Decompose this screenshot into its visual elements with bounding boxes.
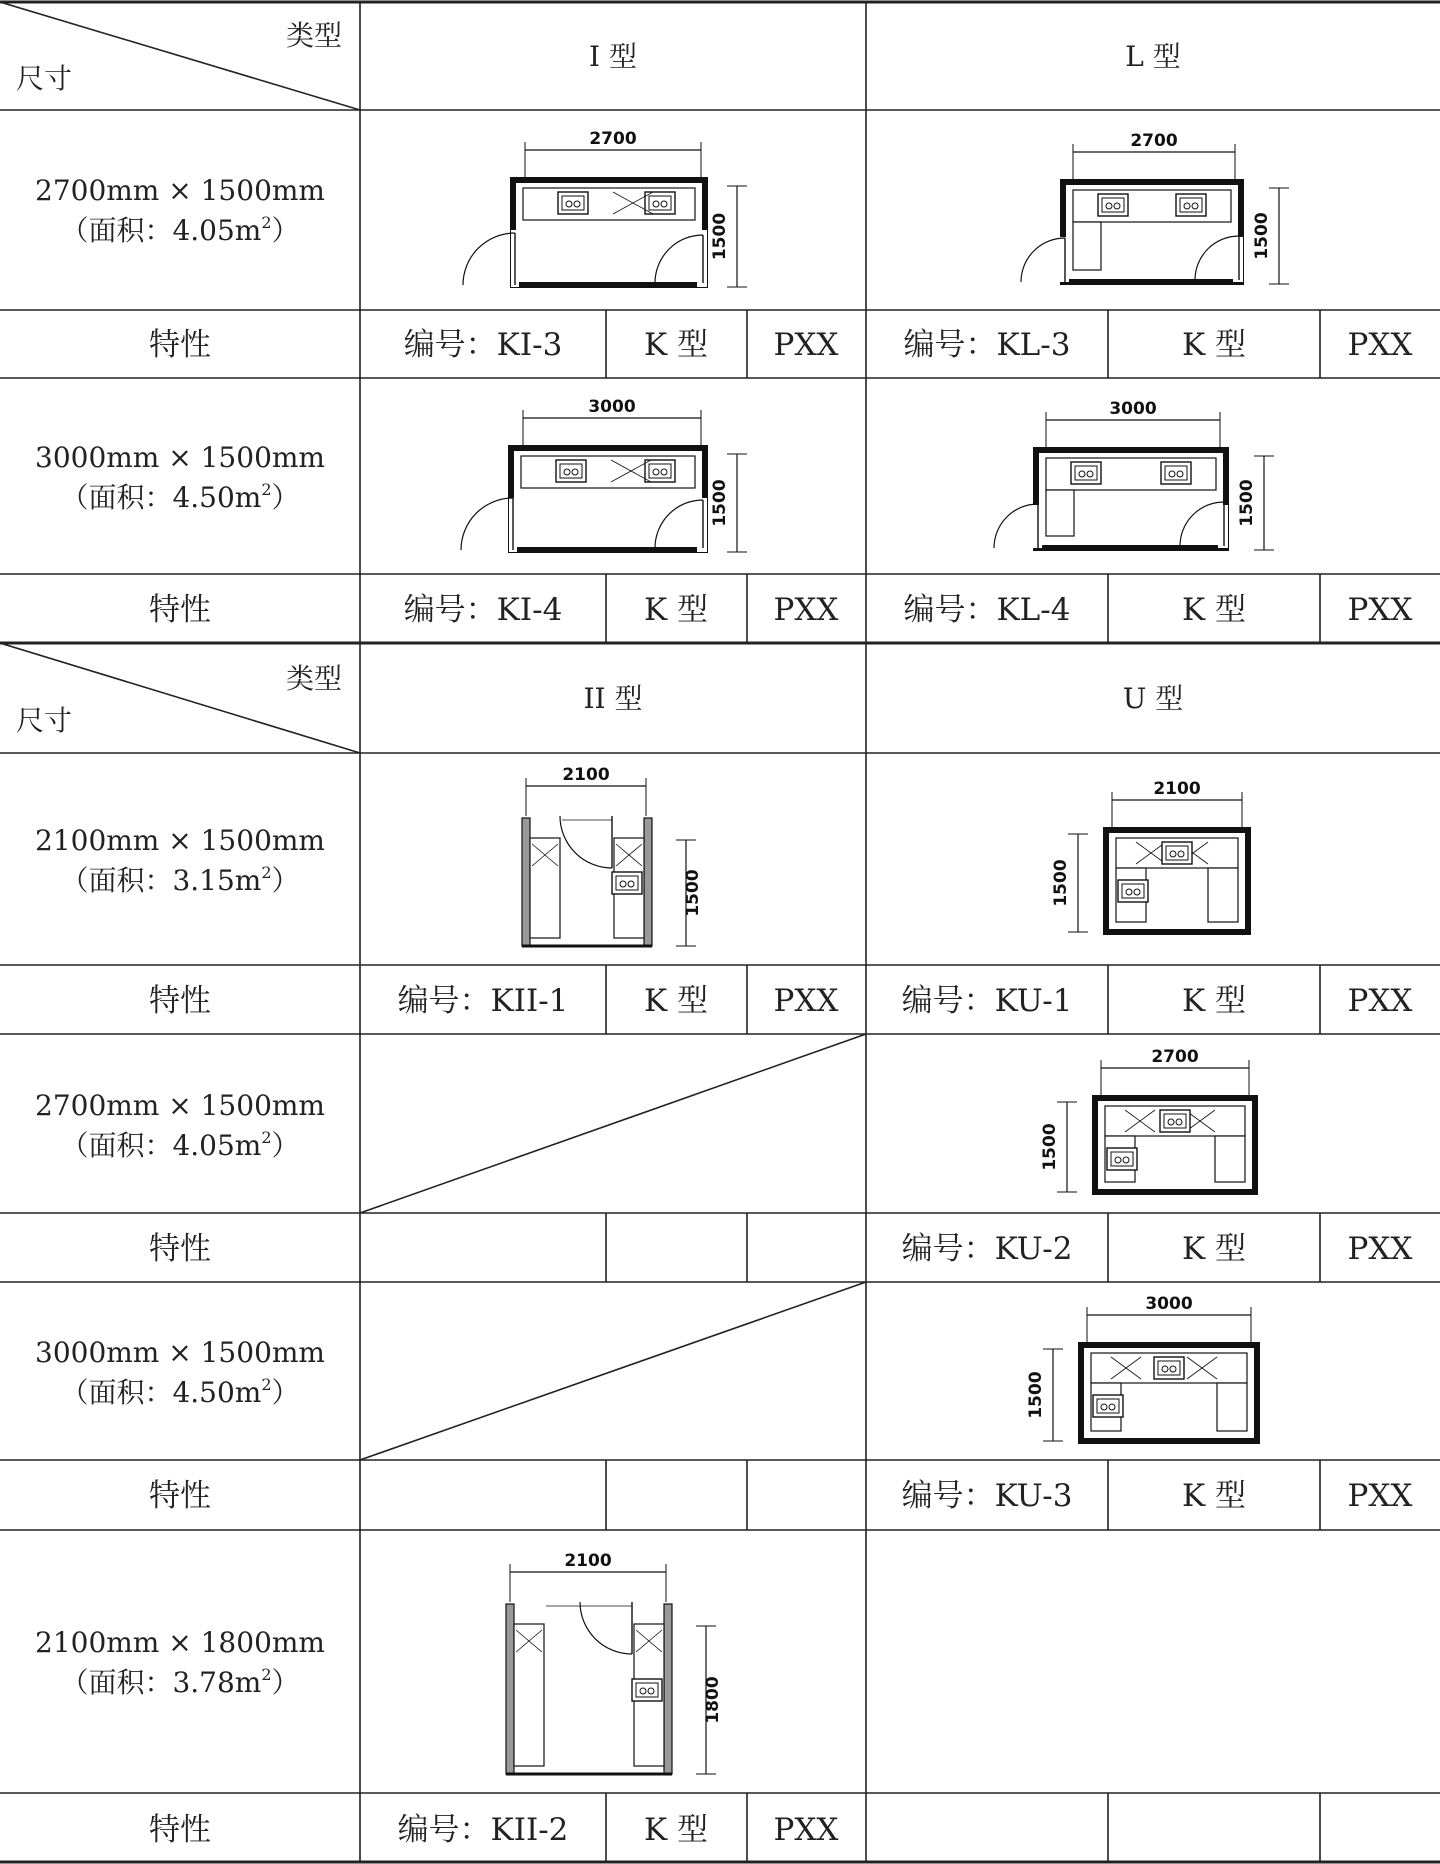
dimension-label: 1500 <box>1051 859 1071 907</box>
corner-type-label: 类型 <box>285 19 342 52</box>
plan-type: K 型 <box>643 1812 709 1848</box>
plan-type: K 型 <box>1181 1478 1247 1514</box>
size-text: 2100mm × 1800mm <box>35 1626 325 1659</box>
size-text: 2100mm × 1500mm <box>35 824 325 857</box>
feature-row <box>149 1478 1413 1514</box>
plan-type: K 型 <box>1181 983 1247 1019</box>
feature-label: 特性 <box>149 327 211 363</box>
plan-code: 编号：KU-3 <box>901 1478 1073 1514</box>
size-cell <box>35 441 325 514</box>
dimension-label: 2100 <box>562 765 610 785</box>
plan-code: 编号：KI-4 <box>403 592 563 628</box>
dimension-label: 1500 <box>710 212 730 261</box>
feature-row <box>149 1812 839 1848</box>
plan-px: PXX <box>773 983 839 1019</box>
floor-plan-drawing <box>1026 1294 1257 1441</box>
dimension-label: 1500 <box>1252 212 1272 260</box>
plan-px: PXX <box>1347 1231 1413 1267</box>
plan-type: K 型 <box>1181 592 1247 628</box>
plan-px: PXX <box>1347 327 1413 363</box>
plan-type: K 型 <box>643 327 709 363</box>
feature-label: 特性 <box>149 1478 211 1514</box>
floor-plan-drawing <box>1021 131 1289 284</box>
size-cell <box>35 1626 325 1699</box>
dimension-label: 1500 <box>1237 479 1257 527</box>
dimension-label: 1800 <box>703 1676 723 1724</box>
plan-px: PXX <box>1347 592 1413 628</box>
floor-plan-drawing <box>994 399 1274 550</box>
dimension-label: 3000 <box>1145 1294 1193 1314</box>
floor-plans <box>461 129 1289 1774</box>
floor-plan-drawing <box>461 397 747 552</box>
feature-row <box>149 592 1413 628</box>
area-text: （面积：$3.15m^2$） <box>60 863 300 897</box>
feature-row <box>149 1231 1413 1267</box>
floor-plan-drawing <box>1051 779 1248 932</box>
feature-label: 特性 <box>149 1812 211 1848</box>
floor-plan-drawing <box>463 129 747 287</box>
plan-type: K 型 <box>643 592 709 628</box>
plan-px: PXX <box>773 592 839 628</box>
area-text: （面积：$4.05m^2$） <box>60 213 300 247</box>
dimension-label: 2700 <box>589 129 637 149</box>
area-text: （面积：$4.50m^2$） <box>60 1375 300 1409</box>
corner-size-label: 尺寸 <box>16 704 73 737</box>
plan-px: PXX <box>773 1812 839 1848</box>
corner-type-label: 类型 <box>285 662 342 695</box>
area-text: （面积：$3.78m^2$） <box>60 1665 300 1699</box>
plan-code: 编号：KII-2 <box>397 1812 569 1848</box>
floor-plan-drawing <box>1040 1047 1255 1192</box>
plan-px: PXX <box>1347 1478 1413 1514</box>
size-cell <box>35 824 325 897</box>
size-text: 2700mm × 1500mm <box>35 174 325 207</box>
plan-code: 编号：KU-1 <box>901 983 1073 1019</box>
dimension-label: 1500 <box>1040 1123 1060 1171</box>
plan-code: 编号：KI-3 <box>403 327 563 363</box>
feature-dividers <box>606 310 1320 1862</box>
col-header-l-type: L 型 <box>1125 40 1181 73</box>
size-cell <box>35 174 325 247</box>
feature-label: 特性 <box>149 592 211 628</box>
size-text: 3000mm × 1500mm <box>35 441 325 474</box>
feature-row <box>149 327 1413 363</box>
plan-px: PXX <box>773 327 839 363</box>
plan-type: K 型 <box>1181 1231 1247 1267</box>
dimension-label: 2100 <box>1153 779 1201 799</box>
size-cell <box>35 1089 325 1162</box>
size-cell <box>35 1336 325 1409</box>
feature-label: 特性 <box>149 983 211 1019</box>
dimension-label: 2700 <box>1151 1047 1199 1067</box>
col-header-i-type: I 型 <box>589 40 637 73</box>
floor-plan-drawing <box>522 765 703 946</box>
dimension-label: 3000 <box>588 397 636 417</box>
feature-row <box>149 983 1413 1019</box>
plan-code: 编号：KU-2 <box>901 1231 1073 1267</box>
plan-code: 编号：KII-1 <box>397 983 569 1019</box>
col-header-ii-type: II 型 <box>583 682 643 715</box>
area-text: （面积：$4.50m^2$） <box>60 480 300 514</box>
corner-size-label: 尺寸 <box>16 62 73 95</box>
plan-type: K 型 <box>643 983 709 1019</box>
feature-label: 特性 <box>149 1231 211 1267</box>
col-header-u-type: U 型 <box>1122 682 1184 715</box>
dimension-label: 1500 <box>683 869 703 917</box>
dimension-label: 1500 <box>1026 1371 1046 1419</box>
plan-code: 编号：KL-3 <box>903 327 1071 363</box>
empty-cell-diagonal <box>360 1034 866 1213</box>
size-text: 3000mm × 1500mm <box>35 1336 325 1369</box>
plan-code: 编号：KL-4 <box>903 592 1071 628</box>
size-text: 2700mm × 1500mm <box>35 1089 325 1122</box>
plan-type: K 型 <box>1181 327 1247 363</box>
floor-plan-drawing <box>506 1551 723 1774</box>
dimension-label: 1500 <box>710 479 730 527</box>
dimension-label: 3000 <box>1109 399 1157 419</box>
empty-cell-diagonal <box>360 1282 866 1460</box>
area-text: （面积：$4.05m^2$） <box>60 1128 300 1162</box>
dimension-label: 2700 <box>1130 131 1178 151</box>
plan-px: PXX <box>1347 983 1413 1019</box>
dimension-label: 2100 <box>564 1551 612 1571</box>
